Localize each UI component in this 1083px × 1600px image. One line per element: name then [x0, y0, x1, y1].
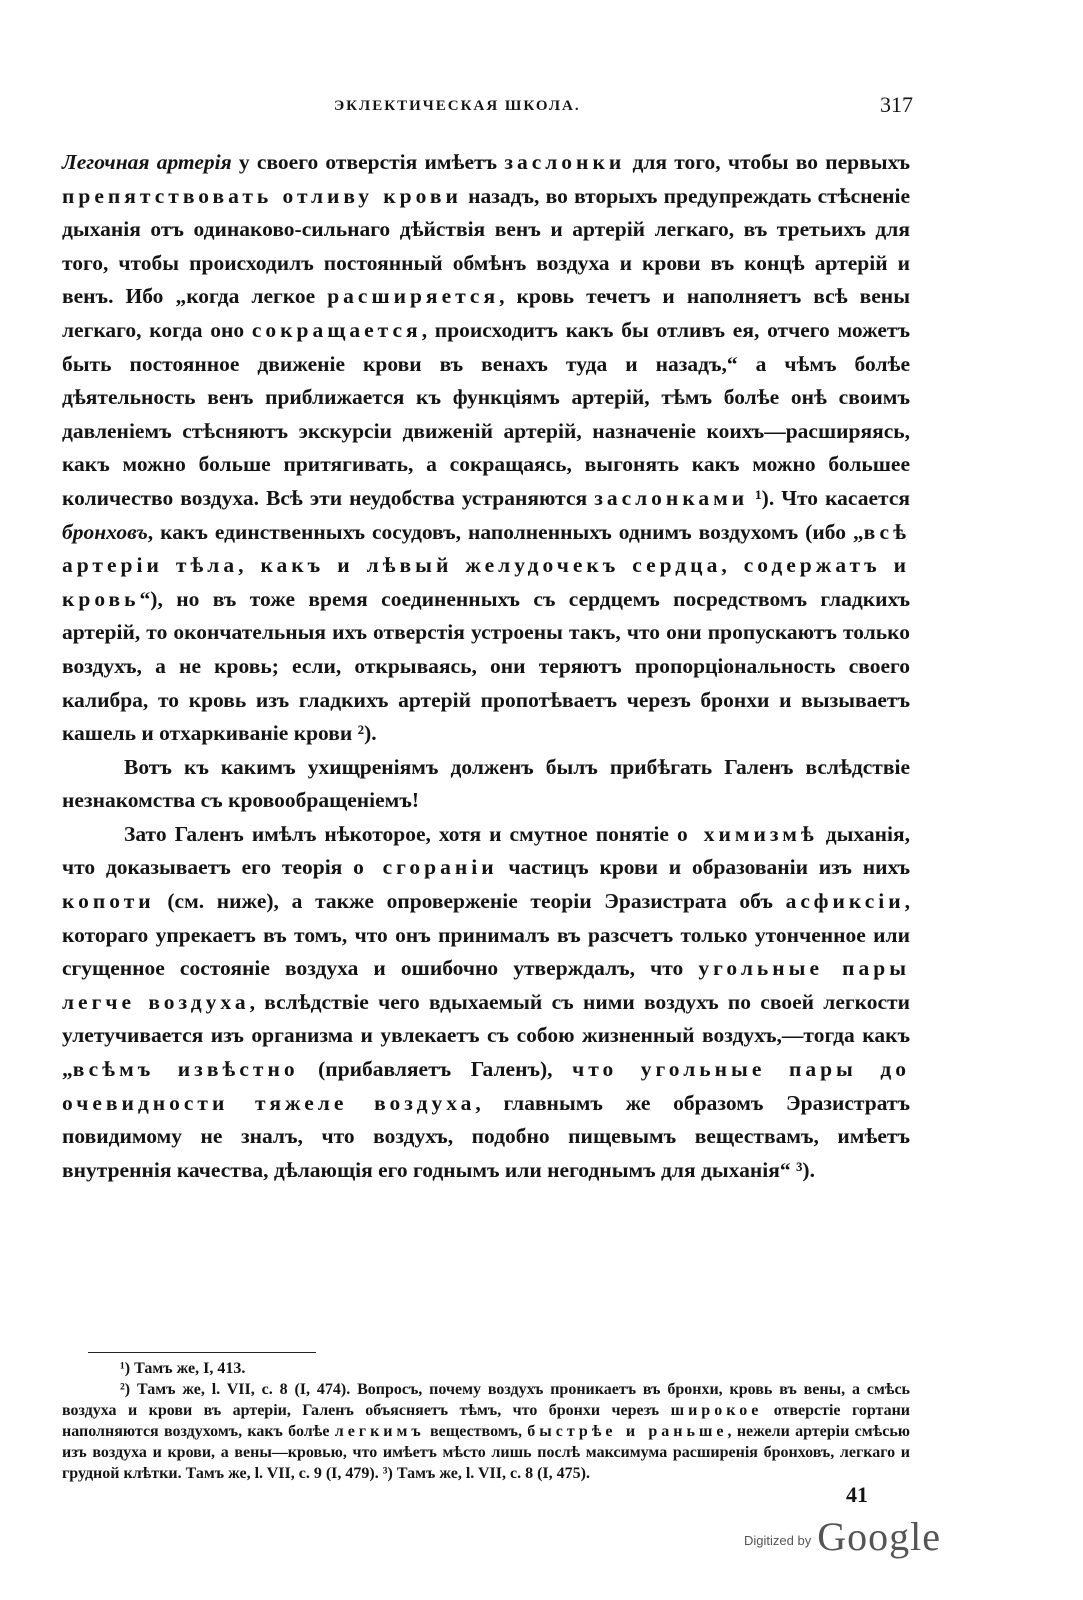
- spaced-term: асфиксіи: [785, 889, 905, 914]
- text-run: дыханія, что доказываетъ его теорія: [62, 821, 911, 880]
- spaced-term: широкое: [670, 1402, 763, 1419]
- text-run: , котораго упрекаетъ въ томъ, что онъ принималъ въ разсчетъ только утонченное или сгущенное состояніе воздуха и ошибочно утверждалъ, что: [62, 889, 910, 981]
- term-pulmonary-artery: Легочная артерія: [62, 150, 232, 174]
- spaced-term: копоти: [62, 889, 155, 914]
- spaced-term: угольные пары легче воздуха: [62, 956, 910, 1014]
- text-run: “), но въ тоже время соединенныхъ съ сердцемъ посредствомъ гладкихъ артерій, то окончательныя ихъ отверстія устроены такъ, что они пропускаютъ только воздухъ, а не кровь; если, открываясь, они теряютъ пропорціональность своего калибра, то кровь изъ гладкихъ артерій пропотѣваетъ черезъ бронхи и вызываетъ кашель и отхаркиваніе крови ²).: [62, 586, 910, 746]
- paragraph-1: [62, 146, 910, 751]
- text-run: , происходитъ какъ бы отливъ ея, отчего можетъ быть постоянное движеніе крови въ венахъ туда и назадъ,“ а чѣмъ болѣе дѣятельность венъ приближается къ функціямъ артерій, тѣмъ болѣе онѣ своимъ давленіемъ стѣсняютъ экскурсіи движеній артерій, назначеніе коихъ—расширяясь, какъ можно больше притягивать, а сокращаясь, выгонять какъ можно большее количество воздуха. Всѣ эти неудобства устраняются: [62, 317, 911, 510]
- text-run: , вслѣдствіе чего вдыхаемый съ ними воздухъ по своей легкости улетучивается изъ организма и увлекаетъ съ собою жизненный воздухъ,—тогда какъ „: [62, 989, 910, 1082]
- text-run: у своего отверстія имѣетъ: [231, 150, 505, 174]
- text-run: веществомъ,: [424, 1423, 528, 1440]
- term-bronchi: бронховъ: [62, 519, 148, 544]
- spaced-term: всѣмъ извѣстно: [72, 1057, 299, 1082]
- spaced-term: о химизмѣ: [676, 821, 818, 846]
- spaced-term: о сгораніи: [353, 855, 498, 880]
- text-run: , какъ единственныхъ сосудовъ, наполненныхъ однимъ воздухомъ (ибо „: [147, 519, 864, 544]
- paragraph-3: [62, 818, 910, 1188]
- text-run: назадъ, во вторыхъ предупреждать стѣсненіе дыханія отъ одинаково-сильнаго дѣйствія венъ и артерій легкаго, въ третьихъ для того, чтобы происходилъ постоянный обмѣнъ воздуха и крови въ концѣ артерій и венъ. Ибо „когда легкое: [62, 183, 910, 309]
- paragraph-2: Вотъ къ какимъ ухищреніямъ долженъ былъ прибѣгать Галенъ вслѣдствіе незнакомства съ кровообращеніемъ!: [62, 754, 910, 813]
- spaced-term: быстрѣе и раньше: [527, 1423, 728, 1440]
- running-head: ЭКЛЕКТИЧЕСКАЯ ШКОЛА.: [334, 98, 581, 114]
- page-number: 317: [880, 92, 913, 117]
- text-run: (прибавляетъ Галенъ),: [298, 1057, 573, 1082]
- text-run: Зато Галенъ имѣлъ нѣкоторое, хотя и смутное понятіе: [124, 821, 677, 846]
- text-run: частицъ крови и образованіи изъ нихъ: [497, 855, 910, 880]
- page-header: [62, 92, 913, 126]
- body-text: [62, 146, 910, 1187]
- spaced-term: заслонки: [504, 150, 626, 174]
- text-run: ²) Тамъ же, l. VII, c. 8 (I, 474). Вопросъ, почему воздухъ проникаетъ въ бронхи, кровь въ вены, а смѣсь воздуха и крови въ артеріи, Галенъ объясняетъ тѣмъ, что бронхи черезъ: [62, 1381, 910, 1419]
- spaced-term: препятствовать отливу крови: [62, 183, 462, 208]
- text-run: для того, чтобы во первыхъ: [625, 150, 910, 174]
- footnote-1: ¹) Тамъ же, I, 413.: [120, 1360, 246, 1377]
- footnote-divider: [88, 1352, 316, 1353]
- spaced-term: легкимъ: [334, 1423, 425, 1440]
- digitized-watermark: [744, 1500, 941, 1560]
- text-run: , кровь течетъ и наполняетъ всѣ вены легкаго, когда оно: [62, 284, 910, 342]
- text-run: , нежели артеріи смѣсью изъ воздуха и крови, а вены—кровью, что имѣетъ мѣсто лишь послѣ максимума расширенія бронховъ, легкаго и грудной клѣтки. Тамъ же, l. VII, c. 9 (I, 479). ³) Тамъ же, l. VII, c. 8 (I, 475).: [62, 1423, 911, 1482]
- spaced-quote: всѣ артеріи тѣла, какъ и лѣвый желудочекъ сердца, содержатъ и кровь: [62, 519, 910, 611]
- text-run: (см. ниже), а также опроверженіе теоріи Эразистрата объ: [154, 889, 786, 914]
- spaced-term: расширяется: [327, 284, 500, 309]
- text-run: отверстіе гортани наполняются воздухомъ, какъ болѣе: [62, 1402, 911, 1440]
- watermark-logo-text: Google: [817, 1514, 941, 1559]
- signature-mark: 41: [846, 1482, 868, 1507]
- spaced-term: что угольные пары до очевидности тяжеле воздуха: [62, 1057, 911, 1115]
- text-run: , главнымъ же образомъ Эразистратъ повидимому не зналъ, что воздухъ, подобно пищевымъ веществамъ, имѣетъ внутреннія качества, дѣлающія его годнымъ или негоднымъ для дыханія“ ³).: [62, 1090, 910, 1182]
- footnotes: [62, 1358, 910, 1484]
- watermark-small-text: Digitized by: [744, 1533, 812, 1548]
- spaced-term: заслонками: [594, 485, 749, 510]
- spaced-term: сокращается: [251, 317, 422, 342]
- footnote-2: [62, 1379, 910, 1484]
- text-run: ¹). Что касается: [748, 485, 910, 510]
